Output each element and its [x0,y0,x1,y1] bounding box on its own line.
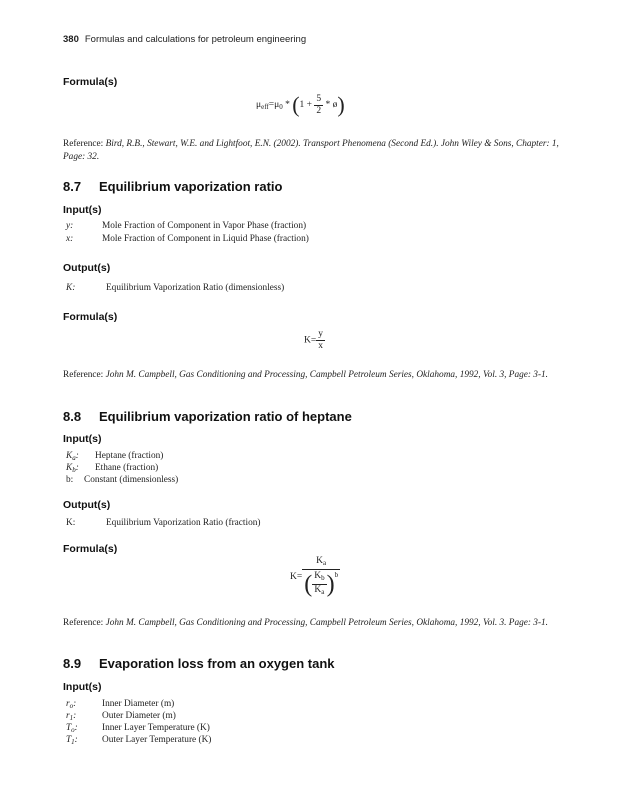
frac-numerator: y [318,329,323,339]
section-8-7-heading [63,179,282,194]
frac-denominator: x [318,341,323,351]
var-description: Outer Diameter (m) [102,711,176,721]
section-number: 8.7 [63,179,82,194]
var-description: Mole Fraction of Component in Liquid Phase (fraction) [102,234,309,244]
ka-letter: K [316,556,324,566]
section-title: Equilibrium vaporization ratio of heptane [99,409,352,424]
prev-reference [63,138,568,164]
var-description: Equilibrium Vaporization Ratio (dimensionless) [106,283,285,293]
s87-formula-heading: Formula(s) [63,311,118,323]
s89-input-ro [66,699,174,710]
mu0-symbol: μ [274,100,280,111]
symbol-letter: K [66,518,73,528]
var-symbol: K: [66,283,76,293]
var-symbol: $K_b$: [66,463,79,474]
section-8-9-heading [63,656,335,671]
symbol-letter: r [66,711,70,721]
reference-label: Reference: [63,618,106,628]
var-symbol: $r_o$: [66,699,77,710]
var-symbol: x: [66,234,74,244]
equals-sign: = [310,335,317,346]
var-description: Mole Fraction of Component in Vapor Phase (fraction) [102,221,307,231]
heptane-fraction [302,556,340,598]
s89-input-heading: Input(s) [63,681,102,693]
var-symbol: $K_a$: [66,451,79,462]
s87-formula [304,329,325,352]
var-symbol: $T_o$: [66,723,78,734]
s88-input-heading: Input(s) [63,433,102,445]
five-halves-fraction [314,94,323,117]
var-description: Equilibrium Vaporization Ratio (fraction) [106,518,261,528]
s88-formula-heading: Formula(s) [63,543,118,555]
exponent-b: b [334,571,339,579]
section-title: Equilibrium vaporization ratio [99,179,283,194]
s87-output-heading: Output(s) [63,262,111,274]
reference-label: Reference: [63,370,106,380]
inner-numerator [312,571,326,585]
var-description: Outer Layer Temperature (K) [102,735,212,745]
y-over-x-fraction [316,329,325,352]
symbol-subscript: a [72,454,76,462]
var-symbol: $r_1$: [66,711,77,722]
page-number: 380 [63,34,79,45]
var-symbol: y: [66,221,74,231]
symbol-letter: K [66,283,73,293]
mu-symbol: μ [256,100,262,111]
ka-letter: K [314,585,322,596]
var-description: Inner Diameter (m) [102,699,175,709]
s87-input-x [66,234,309,244]
kb-letter: K [314,571,322,582]
symbol-subscript: o [69,702,74,710]
s88-output-k [66,518,260,528]
s88-input-b [66,475,178,485]
symbol-letter: r [66,699,70,709]
s89-input-to [66,723,210,734]
var-description: Inner Layer Temperature (K) [102,723,210,733]
eff-subscript: eff [261,103,269,112]
symbol-letter: x [66,234,71,244]
reference-text: John M. Campbell, Gas Conditioning and Processing, Campbell Petroleum Series, Oklahoma, 1992, Vol. 3, Page: 3-1. [105,370,549,380]
left-paren: ( [292,92,300,117]
var-symbol: $T_1$: [66,735,78,746]
s87-reference [63,369,568,382]
symbol-subscript: o [71,726,75,734]
var-description: Heptane (fraction) [95,451,164,461]
s88-input-kb [66,463,158,474]
one-plus: 1 + [299,100,315,111]
ka-subscript: a [321,588,325,597]
phi-term: * ø [323,100,338,111]
symbol-subscript: b [72,466,76,474]
kb-subscript: b [321,574,325,583]
s88-formula [290,556,340,598]
symbol-letter: K [66,463,73,473]
frac-denominator: 2 [316,105,322,116]
equals-sign: = [296,572,303,583]
kb-over-ka-fraction [312,571,326,598]
ka-subscript: a [323,559,327,567]
running-title: Formulas and calculations for petroleum engineering [84,34,307,45]
s87-output-k [66,283,284,293]
symbol-subscript: 1 [69,714,74,722]
s89-input-r1 [66,711,176,722]
reference-label: Reference: [63,139,106,149]
s88-input-ka [66,451,163,462]
var-description: Constant (dimensionless) [84,475,179,485]
left-paren: ( [304,571,313,598]
symbol-letter: b [66,475,71,485]
times-sign: * [282,100,293,111]
var-symbol: K: [66,518,76,528]
running-header [63,34,306,45]
section-8-8-heading [63,409,352,424]
symbol-letter: K [66,451,73,461]
symbol-letter: y [66,221,71,231]
prev-formula-heading: Formula(s) [63,76,118,88]
frac-numerator: 5 [316,93,322,104]
section-number: 8.8 [63,409,82,424]
frac-numerator [302,556,340,570]
symbol-letter: T [66,735,72,745]
right-paren: ) [337,92,345,117]
reference-text: Bird, R.B., Stewart, W.E. and Lightfoot, E.N. (2002). Transport Phenomena (Second Ed.). John Wiley & Sons, Chapter: 1, Page: 32. [63,139,559,162]
frac-denominator [302,570,340,598]
k-symbol: K [290,572,297,583]
zero-subscript: 0 [279,103,283,112]
right-paren: ) [326,571,335,598]
reference-text: John M. Campbell, Gas Conditioning and Processing, Campbell Petroleum Series, Oklahoma, 1992, Vol. 3. Page: 3-1. [105,618,549,628]
equals-sign: = [268,100,275,111]
s88-output-heading: Output(s) [63,499,111,511]
section-title: Evaporation loss from an oxygen tank [99,656,335,671]
s88-reference [63,617,568,630]
var-symbol: b: [66,475,74,485]
s87-input-heading: Input(s) [63,204,102,216]
viscosity-formula [256,92,345,118]
s87-input-y [66,221,306,231]
symbol-subscript: 1 [71,738,75,746]
inner-denominator [312,585,326,598]
s89-input-t1 [66,735,211,746]
k-symbol: K [304,335,311,346]
symbol-letter: T [66,723,72,733]
var-description: Ethane (fraction) [95,463,159,473]
section-number: 8.9 [63,656,82,671]
